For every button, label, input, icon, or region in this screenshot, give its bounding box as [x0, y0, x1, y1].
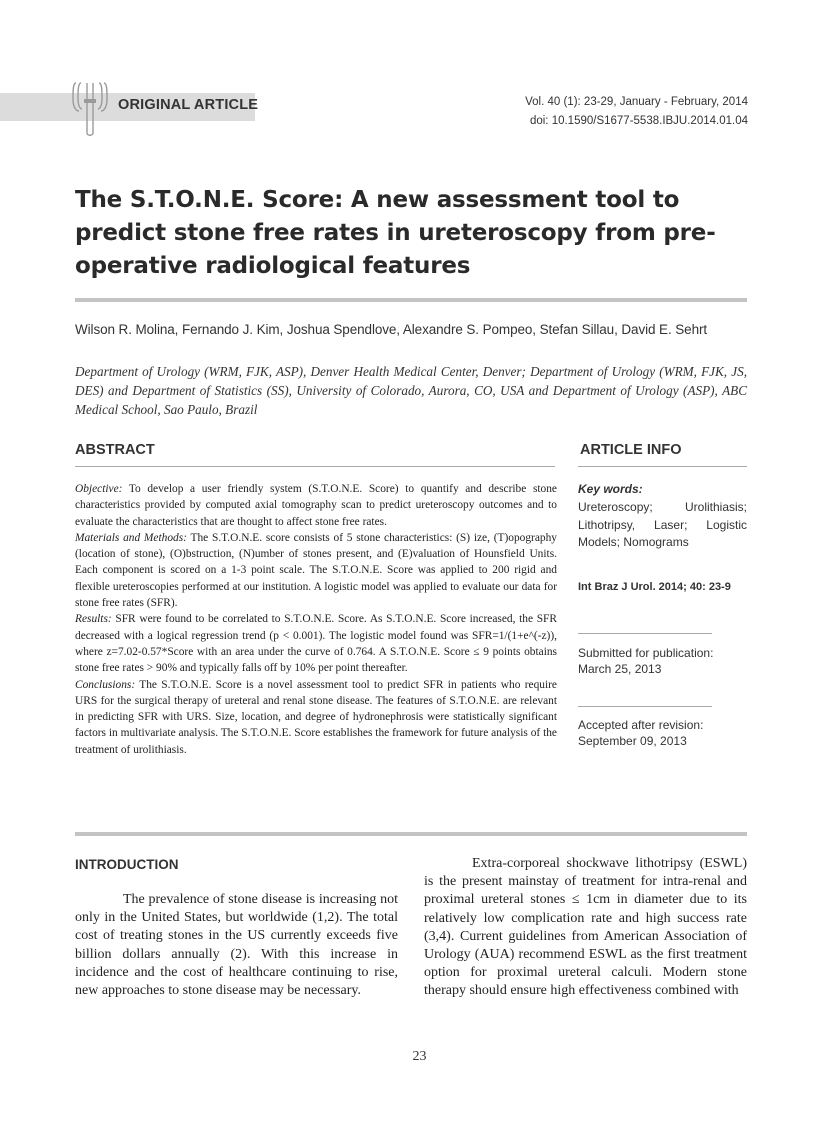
objective-text: To develop a user friendly system (S.T.O.N.E. Score) to quantify and describe stone characteristics provided by computed axial tomography scan to predict ureteroscopy outcomes and to evaluate the characteristics that are thought to affect stone free rates.	[75, 483, 557, 528]
volume-line: Vol. 40 (1): 23-29, January - February, 2014	[525, 96, 748, 108]
abstract-objective	[75, 481, 557, 530]
conclusions-text: The S.T.O.N.E. Score is a novel assessment tool to predict SFR in patients who require URS for the surgical therapy of ureteral and renal stone disease. The features of S.T.O.N.E. are relevant in predicting SFR with URS. Size, location, and degree of hydronephrosis were statistically significant factors in multivariate analysis. The S.T.O.N.E. Score establishes the framework for future analysis of the treatment of urolithiasis.	[75, 678, 557, 756]
page-number: 23	[412, 1049, 427, 1064]
abstract-results	[75, 611, 557, 676]
introduction-heading: INTRODUCTION	[75, 857, 179, 872]
submitted-label: Submitted for publication:	[578, 646, 714, 660]
submitted-info	[578, 645, 713, 677]
intro-paragraph: The prevalence of stone disease is increasing not only in the United States, but worldwide (1,2). The total cost of treating stones in the US currently exceeds five billion dollars annually (2). With this increase in incidence and the cost of healthcare continuing to rise, new approaches to stone disease may be necessary.	[75, 892, 398, 999]
conclusions-label: Conclusions:	[75, 678, 136, 691]
objective-label: Objective:	[75, 483, 123, 495]
abstract-heading: ABSTRACT	[75, 442, 155, 458]
doi-link[interactable]: doi: 10.1590/S1677-5538.IBJU.2014.01.04	[529, 115, 748, 127]
results-text: SFR were found to be correlated to S.T.O.N.E. Score. As S.T.O.N.E. Score increased, the SFR decreased with a logical regression trend (p < 0.001). The logistic model found was SFR=1/(1+e^(-z)), where z=7.02-0.57*Score with an area under the curve of 0.764. A S.T.O.N.E. Score ≤ 9 points obtains stone free rates > 90% and typically falls off by 10% per point thereafter.	[75, 613, 557, 675]
title-divider	[75, 298, 747, 302]
results-label: Results:	[75, 613, 112, 626]
journal-citation: Int Braz J Urol. 2014; 40: 23-9	[578, 581, 731, 593]
keywords: Ureteroscopy; Urolithiasis; Lithotripsy, Laser; Logistic Models; Nomograms	[578, 500, 747, 549]
accepted-info	[578, 717, 703, 749]
author-list: Wilson R. Molina, Fernando J. Kim, Joshua Spendlove, Alexandre S. Pompeo, Stefan Sillau, David E. Sehrt	[75, 322, 708, 337]
affiliations: Department of Urology (WRM, FJK, ASP), Denver Health Medical Center, Denver; Department of Urology (WRM, FJK, JS, DES) and Department of Statistics (SS), University of Colorado, Aurora, CO, USA and Department of Urology (ASP), ABC Medical School, Sao Paulo, Brazil	[75, 364, 747, 417]
article-info-heading: ARTICLE INFO	[580, 442, 682, 458]
intro-paragraph: Extra-corporeal shockwave lithotripsy (ESWL) is the present mainstay of treatment for intra-renal and proximal ureteral stones ≤ 1cm in diameter due to its relatively low complication rate and high success rate (3,4). Current guidelines from American Association of Urology (AUA) recommend ESWL as the first treatment option for proximal ureteral calculi. Modern stone therapy should ensure high effectiveness combined with	[424, 856, 747, 999]
citation-header	[525, 93, 748, 131]
abstract-body	[75, 481, 557, 758]
section-label: ORIGINAL ARTICLE	[118, 97, 259, 113]
submitted-date: March 25, 2013	[578, 662, 662, 676]
abstract-methods	[75, 530, 557, 611]
intro-column-right	[424, 855, 747, 1001]
abstract-divider	[75, 466, 555, 467]
section-divider	[75, 832, 747, 836]
article-title: The S.T.O.N.E. Score: A new assessment tool to predict stone free rates in ureteroscopy from pre-operative radiological features	[75, 187, 716, 279]
intro-column-left	[75, 891, 398, 1000]
accepted-label: Accepted after revision:	[578, 718, 704, 732]
methods-label: Materials and Methods:	[75, 531, 187, 544]
keywords-label: Key words:	[578, 482, 643, 496]
article-info-divider	[578, 466, 747, 467]
journal-logo-icon	[70, 79, 110, 137]
abstract-conclusions	[75, 677, 557, 758]
info-divider	[578, 706, 712, 707]
info-divider	[578, 633, 712, 634]
methods-text: The S.T.O.N.E. score consists of 5 stone characteristics: (S) ize, (T)opography (location of stone), (O)bstruction, (N)umber of stones present, and (E)valuation of Hounsfield Units. Each component is scored on a 1-3 point scale. The S.T.O.N.E. Score was applied to 200 rigid and flexible ureteroscopies performed at our institution. A logistic model was applied to evaluate our data for stone free rates (SFR).	[75, 531, 557, 610]
accepted-date: September 09, 2013	[578, 734, 687, 748]
